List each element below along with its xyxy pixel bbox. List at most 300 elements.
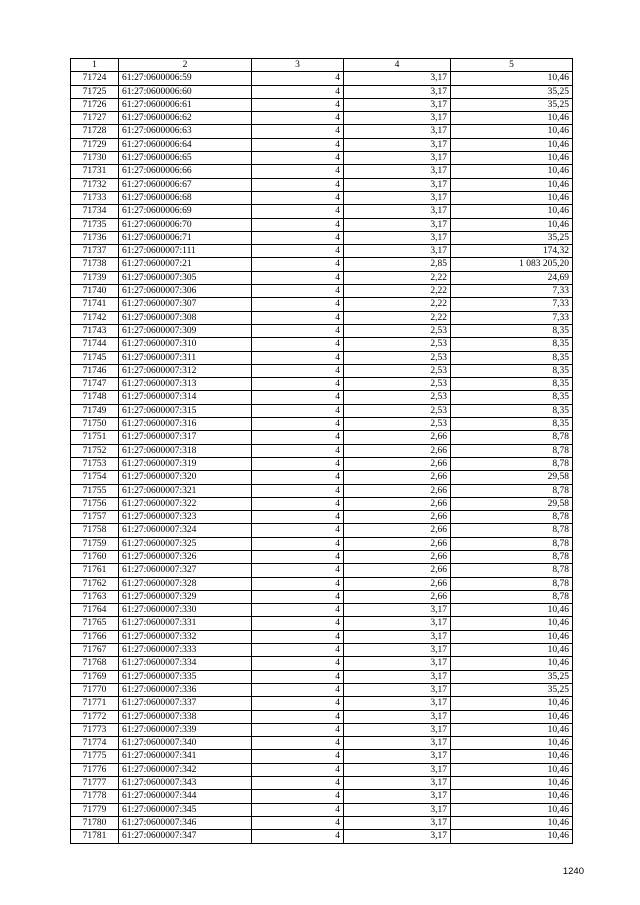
cadastral-number-cell: 61:27:0600006:62 — [119, 112, 252, 125]
table-row — [71, 431, 573, 444]
table-row — [71, 524, 573, 537]
col5-cell: 10,46 — [451, 617, 573, 630]
table-row — [71, 85, 573, 98]
col4-cell: 3,17 — [344, 152, 451, 165]
column-header-5: 5 — [451, 59, 573, 72]
col3-cell: 4 — [252, 564, 344, 577]
cadastral-number-cell: 61:27:0600007:21 — [119, 258, 252, 271]
col5-cell: 8,78 — [451, 590, 573, 603]
col4-cell: 3,17 — [344, 790, 451, 803]
col3-cell: 4 — [252, 152, 344, 165]
col4-cell: 3,17 — [344, 85, 451, 98]
table-row — [71, 311, 573, 324]
cadastral-number-cell: 61:27:0600007:329 — [119, 590, 252, 603]
col5-cell: 8,35 — [451, 338, 573, 351]
col3-cell: 4 — [252, 324, 344, 337]
col3-cell: 4 — [252, 191, 344, 204]
col3-cell: 4 — [252, 444, 344, 457]
col4-cell: 3,17 — [344, 191, 451, 204]
col5-cell: 10,46 — [451, 165, 573, 178]
table-row — [71, 364, 573, 377]
table-row — [71, 604, 573, 617]
col3-cell: 4 — [252, 364, 344, 377]
row-number-cell: 71742 — [71, 311, 119, 324]
table-row — [71, 630, 573, 643]
cadastral-number-cell: 61:27:0600007:345 — [119, 803, 252, 816]
table-row — [71, 710, 573, 723]
col4-cell: 2,22 — [344, 285, 451, 298]
table-row — [71, 590, 573, 603]
row-number-cell: 71767 — [71, 644, 119, 657]
col4-cell: 3,17 — [344, 165, 451, 178]
table-row — [71, 564, 573, 577]
col3-cell: 4 — [252, 205, 344, 218]
row-number-cell: 71724 — [71, 72, 119, 85]
cadastral-number-cell: 61:27:0600007:336 — [119, 683, 252, 696]
col4-cell: 2,66 — [344, 497, 451, 510]
col3-cell: 4 — [252, 351, 344, 364]
col5-cell: 10,46 — [451, 723, 573, 736]
row-number-cell: 71760 — [71, 550, 119, 563]
row-number-cell: 71773 — [71, 723, 119, 736]
cadastral-number-cell: 61:27:0600007:339 — [119, 723, 252, 736]
col4-cell: 2,66 — [344, 537, 451, 550]
col3-cell: 4 — [252, 285, 344, 298]
row-number-cell: 71725 — [71, 85, 119, 98]
row-number-cell: 71771 — [71, 697, 119, 710]
row-number-cell: 71749 — [71, 404, 119, 417]
table-row — [71, 577, 573, 590]
col3-cell: 4 — [252, 710, 344, 723]
header-row — [71, 59, 573, 72]
col3-cell: 4 — [252, 670, 344, 683]
table-row — [71, 617, 573, 630]
cadastral-number-cell: 61:27:0600007:332 — [119, 630, 252, 643]
row-number-cell: 71778 — [71, 790, 119, 803]
table-row — [71, 830, 573, 843]
col4-cell: 2,53 — [344, 338, 451, 351]
table-row — [71, 404, 573, 417]
table-row — [71, 737, 573, 750]
col5-cell: 8,78 — [451, 484, 573, 497]
col5-cell: 10,46 — [451, 657, 573, 670]
col4-cell: 3,17 — [344, 830, 451, 843]
row-number-cell: 71735 — [71, 218, 119, 231]
cadastral-number-cell: 61:27:0600006:59 — [119, 72, 252, 85]
cadastral-number-cell: 61:27:0600007:317 — [119, 431, 252, 444]
col5-cell: 8,78 — [451, 577, 573, 590]
cadastral-number-cell: 61:27:0600006:61 — [119, 98, 252, 111]
row-number-cell: 71776 — [71, 763, 119, 776]
col5-cell: 29,58 — [451, 471, 573, 484]
cadastral-number-cell: 61:27:0600006:71 — [119, 231, 252, 244]
table-row — [71, 484, 573, 497]
col3-cell: 4 — [252, 657, 344, 670]
col4-cell: 3,17 — [344, 231, 451, 244]
cadastral-number-cell: 61:27:0600007:323 — [119, 511, 252, 524]
col3-cell: 4 — [252, 271, 344, 284]
cadastral-number-cell: 61:27:0600007:346 — [119, 816, 252, 829]
col4-cell: 3,17 — [344, 112, 451, 125]
col5-cell: 8,35 — [451, 378, 573, 391]
cadastral-number-cell: 61:27:0600007:315 — [119, 404, 252, 417]
cadastral-number-cell: 61:27:0600007:338 — [119, 710, 252, 723]
col4-cell: 3,17 — [344, 205, 451, 218]
col4-cell: 2,22 — [344, 311, 451, 324]
cadastral-number-cell: 61:27:0600006:66 — [119, 165, 252, 178]
table-row — [71, 644, 573, 657]
row-number-cell: 71752 — [71, 444, 119, 457]
row-number-cell: 71779 — [71, 803, 119, 816]
row-number-cell: 71761 — [71, 564, 119, 577]
row-number-cell: 71740 — [71, 285, 119, 298]
row-number-cell: 71758 — [71, 524, 119, 537]
row-number-cell: 71748 — [71, 391, 119, 404]
column-header-1: 1 — [71, 59, 119, 72]
col4-cell: 2,66 — [344, 564, 451, 577]
col5-cell: 29,58 — [451, 497, 573, 510]
table-row — [71, 191, 573, 204]
col5-cell: 8,78 — [451, 550, 573, 563]
col5-cell: 10,46 — [451, 790, 573, 803]
col5-cell: 8,35 — [451, 391, 573, 404]
table-row — [71, 324, 573, 337]
col4-cell: 2,66 — [344, 457, 451, 470]
col5-cell: 10,46 — [451, 72, 573, 85]
row-number-cell: 71729 — [71, 138, 119, 151]
column-header-3: 3 — [252, 59, 344, 72]
col3-cell: 4 — [252, 112, 344, 125]
col5-cell: 10,46 — [451, 697, 573, 710]
col3-cell: 4 — [252, 511, 344, 524]
table-row — [71, 657, 573, 670]
col3-cell: 4 — [252, 178, 344, 191]
col3-cell: 4 — [252, 577, 344, 590]
col3-cell: 4 — [252, 537, 344, 550]
cadastral-number-cell: 61:27:0600007:325 — [119, 537, 252, 550]
col3-cell: 4 — [252, 98, 344, 111]
table-row — [71, 816, 573, 829]
col3-cell: 4 — [252, 617, 344, 630]
row-number-cell: 71766 — [71, 630, 119, 643]
cadastral-number-cell: 61:27:0600007:311 — [119, 351, 252, 364]
table-row — [71, 803, 573, 816]
col3-cell: 4 — [252, 604, 344, 617]
col5-cell: 10,46 — [451, 178, 573, 191]
cadastral-number-cell: 61:27:0600007:320 — [119, 471, 252, 484]
col4-cell: 3,17 — [344, 710, 451, 723]
row-number-cell: 71747 — [71, 378, 119, 391]
col4-cell: 2,85 — [344, 258, 451, 271]
col3-cell: 4 — [252, 683, 344, 696]
col3-cell: 4 — [252, 484, 344, 497]
cadastral-number-cell: 61:27:0600007:327 — [119, 564, 252, 577]
table-row — [71, 271, 573, 284]
col4-cell: 3,17 — [344, 98, 451, 111]
table-row — [71, 497, 573, 510]
cadastral-number-cell: 61:27:0600007:310 — [119, 338, 252, 351]
col3-cell: 4 — [252, 723, 344, 736]
col5-cell: 7,33 — [451, 311, 573, 324]
table-row — [71, 537, 573, 550]
table-row — [71, 444, 573, 457]
row-number-cell: 71727 — [71, 112, 119, 125]
col5-cell: 35,25 — [451, 670, 573, 683]
table-row — [71, 178, 573, 191]
row-number-cell: 71757 — [71, 511, 119, 524]
row-number-cell: 71772 — [71, 710, 119, 723]
col3-cell: 4 — [252, 125, 344, 138]
col4-cell: 3,17 — [344, 644, 451, 657]
col5-cell: 35,25 — [451, 231, 573, 244]
row-number-cell: 71732 — [71, 178, 119, 191]
col5-cell: 7,33 — [451, 285, 573, 298]
row-number-cell: 71777 — [71, 777, 119, 790]
col3-cell: 4 — [252, 630, 344, 643]
table-row — [71, 165, 573, 178]
table-row — [71, 790, 573, 803]
table-row — [71, 471, 573, 484]
row-number-cell: 71750 — [71, 418, 119, 431]
table-row — [71, 511, 573, 524]
table-row — [71, 750, 573, 763]
col3-cell: 4 — [252, 85, 344, 98]
col4-cell: 3,17 — [344, 218, 451, 231]
row-number-cell: 71754 — [71, 471, 119, 484]
col4-cell: 2,66 — [344, 550, 451, 563]
col5-cell: 10,46 — [451, 763, 573, 776]
table-row — [71, 697, 573, 710]
col3-cell: 4 — [252, 245, 344, 258]
col4-cell: 3,17 — [344, 697, 451, 710]
col3-cell: 4 — [252, 737, 344, 750]
row-number-cell: 71768 — [71, 657, 119, 670]
col3-cell: 4 — [252, 524, 344, 537]
cadastral-number-cell: 61:27:0600007:307 — [119, 298, 252, 311]
col5-cell: 8,78 — [451, 511, 573, 524]
cadastral-number-cell: 61:27:0600007:111 — [119, 245, 252, 258]
cadastral-number-cell: 61:27:0600007:308 — [119, 311, 252, 324]
col4-cell: 3,17 — [344, 750, 451, 763]
col5-cell: 35,25 — [451, 98, 573, 111]
cadastral-number-cell: 61:27:0600007:340 — [119, 737, 252, 750]
col5-cell: 10,46 — [451, 112, 573, 125]
cadastral-number-cell: 61:27:0600007:343 — [119, 777, 252, 790]
table-row — [71, 218, 573, 231]
cadastral-number-cell: 61:27:0600007:326 — [119, 550, 252, 563]
row-number-cell: 71745 — [71, 351, 119, 364]
col3-cell: 4 — [252, 378, 344, 391]
cadastral-number-cell: 61:27:0600006:65 — [119, 152, 252, 165]
col4-cell: 2,53 — [344, 324, 451, 337]
col4-cell: 2,66 — [344, 577, 451, 590]
col4-cell: 3,17 — [344, 72, 451, 85]
col3-cell: 4 — [252, 72, 344, 85]
col5-cell: 8,78 — [451, 457, 573, 470]
col5-cell: 10,46 — [451, 152, 573, 165]
col3-cell: 4 — [252, 644, 344, 657]
col3-cell: 4 — [252, 697, 344, 710]
row-number-cell: 71781 — [71, 830, 119, 843]
col5-cell: 8,78 — [451, 524, 573, 537]
table-row — [71, 298, 573, 311]
cadastral-number-cell: 61:27:0600007:330 — [119, 604, 252, 617]
row-number-cell: 71746 — [71, 364, 119, 377]
col3-cell: 4 — [252, 803, 344, 816]
cadastral-number-cell: 61:27:0600007:341 — [119, 750, 252, 763]
col5-cell: 1 083 205,20 — [451, 258, 573, 271]
cadastral-number-cell: 61:27:0600007:324 — [119, 524, 252, 537]
cadastral-number-cell: 61:27:0600006:68 — [119, 191, 252, 204]
col4-cell: 3,17 — [344, 630, 451, 643]
row-number-cell: 71765 — [71, 617, 119, 630]
col4-cell: 2,66 — [344, 471, 451, 484]
col5-cell: 35,25 — [451, 683, 573, 696]
col5-cell: 8,78 — [451, 444, 573, 457]
col5-cell: 10,46 — [451, 218, 573, 231]
row-number-cell: 71726 — [71, 98, 119, 111]
col5-cell: 8,35 — [451, 324, 573, 337]
table-row — [71, 338, 573, 351]
table-row — [71, 231, 573, 244]
row-number-cell: 71734 — [71, 205, 119, 218]
row-number-cell: 71755 — [71, 484, 119, 497]
cadastral-number-cell: 61:27:0600007:322 — [119, 497, 252, 510]
table-row — [71, 351, 573, 364]
cadastral-number-cell: 61:27:0600007:328 — [119, 577, 252, 590]
col3-cell: 4 — [252, 590, 344, 603]
cadastral-number-cell: 61:27:0600006:63 — [119, 125, 252, 138]
row-number-cell: 71751 — [71, 431, 119, 444]
col4-cell: 3,17 — [344, 763, 451, 776]
col3-cell: 4 — [252, 391, 344, 404]
col4-cell: 2,66 — [344, 444, 451, 457]
col5-cell: 10,46 — [451, 644, 573, 657]
col5-cell: 8,35 — [451, 351, 573, 364]
col4-cell: 3,17 — [344, 670, 451, 683]
col3-cell: 4 — [252, 138, 344, 151]
cadastral-number-cell: 61:27:0600006:64 — [119, 138, 252, 151]
col5-cell: 10,46 — [451, 630, 573, 643]
col3-cell: 4 — [252, 298, 344, 311]
col4-cell: 3,17 — [344, 777, 451, 790]
cadastral-number-cell: 61:27:0600007:321 — [119, 484, 252, 497]
table-row — [71, 125, 573, 138]
table-row — [71, 418, 573, 431]
col5-cell: 10,46 — [451, 125, 573, 138]
row-number-cell: 71743 — [71, 324, 119, 337]
row-number-cell: 71774 — [71, 737, 119, 750]
col4-cell: 2,66 — [344, 431, 451, 444]
column-header-2: 2 — [119, 59, 252, 72]
col4-cell: 2,53 — [344, 351, 451, 364]
cadastral-number-cell: 61:27:0600007:347 — [119, 830, 252, 843]
cadastral-number-cell: 61:27:0600007:305 — [119, 271, 252, 284]
col5-cell: 10,46 — [451, 604, 573, 617]
col5-cell: 7,33 — [451, 298, 573, 311]
table-row — [71, 152, 573, 165]
cadastral-number-cell: 61:27:0600007:344 — [119, 790, 252, 803]
col4-cell: 2,66 — [344, 484, 451, 497]
col5-cell: 8,35 — [451, 364, 573, 377]
col4-cell: 3,17 — [344, 816, 451, 829]
col4-cell: 3,17 — [344, 245, 451, 258]
col3-cell: 4 — [252, 763, 344, 776]
cadastral-number-cell: 61:27:0600007:314 — [119, 391, 252, 404]
col3-cell: 4 — [252, 457, 344, 470]
row-number-cell: 71730 — [71, 152, 119, 165]
table-row — [71, 670, 573, 683]
cadastral-number-cell: 61:27:0600007:333 — [119, 644, 252, 657]
cadastral-number-cell: 61:27:0600007:319 — [119, 457, 252, 470]
cadastral-number-cell: 61:27:0600007:337 — [119, 697, 252, 710]
col3-cell: 4 — [252, 550, 344, 563]
col5-cell: 10,46 — [451, 777, 573, 790]
table-row — [71, 258, 573, 271]
cadastral-table — [70, 58, 573, 844]
col3-cell: 4 — [252, 431, 344, 444]
col4-cell: 2,66 — [344, 511, 451, 524]
col3-cell: 4 — [252, 418, 344, 431]
table-row — [71, 457, 573, 470]
cadastral-number-cell: 61:27:0600006:67 — [119, 178, 252, 191]
cadastral-number-cell: 61:27:0600007:331 — [119, 617, 252, 630]
row-number-cell: 71759 — [71, 537, 119, 550]
col5-cell: 10,46 — [451, 205, 573, 218]
col4-cell: 2,53 — [344, 404, 451, 417]
row-number-cell: 71744 — [71, 338, 119, 351]
cadastral-number-cell: 61:27:0600007:313 — [119, 378, 252, 391]
col4-cell: 3,17 — [344, 178, 451, 191]
col4-cell: 2,53 — [344, 364, 451, 377]
col5-cell: 10,46 — [451, 737, 573, 750]
col4-cell: 2,53 — [344, 418, 451, 431]
table-row — [71, 138, 573, 151]
column-header-4: 4 — [344, 59, 451, 72]
cadastral-number-cell: 61:27:0600007:342 — [119, 763, 252, 776]
table-row — [71, 683, 573, 696]
cadastral-number-cell: 61:27:0600007:334 — [119, 657, 252, 670]
cadastral-number-cell: 61:27:0600006:60 — [119, 85, 252, 98]
col3-cell: 4 — [252, 258, 344, 271]
col5-cell: 10,46 — [451, 191, 573, 204]
row-number-cell: 71762 — [71, 577, 119, 590]
col3-cell: 4 — [252, 231, 344, 244]
row-number-cell: 71775 — [71, 750, 119, 763]
col4-cell: 2,66 — [344, 590, 451, 603]
col5-cell: 10,46 — [451, 816, 573, 829]
table-row — [71, 763, 573, 776]
row-number-cell: 71741 — [71, 298, 119, 311]
row-number-cell: 71763 — [71, 590, 119, 603]
col4-cell: 3,17 — [344, 604, 451, 617]
col3-cell: 4 — [252, 830, 344, 843]
col3-cell: 4 — [252, 497, 344, 510]
table-row — [71, 72, 573, 85]
page-number: 1240 — [562, 866, 584, 877]
cadastral-number-cell: 61:27:0600007:318 — [119, 444, 252, 457]
col5-cell: 8,78 — [451, 431, 573, 444]
col4-cell: 3,17 — [344, 683, 451, 696]
cadastral-number-cell: 61:27:0600007:335 — [119, 670, 252, 683]
col4-cell: 2,53 — [344, 391, 451, 404]
table-row — [71, 391, 573, 404]
col3-cell: 4 — [252, 338, 344, 351]
table-row — [71, 245, 573, 258]
col4-cell: 2,66 — [344, 524, 451, 537]
cadastral-number-cell: 61:27:0600007:312 — [119, 364, 252, 377]
row-number-cell: 71738 — [71, 258, 119, 271]
